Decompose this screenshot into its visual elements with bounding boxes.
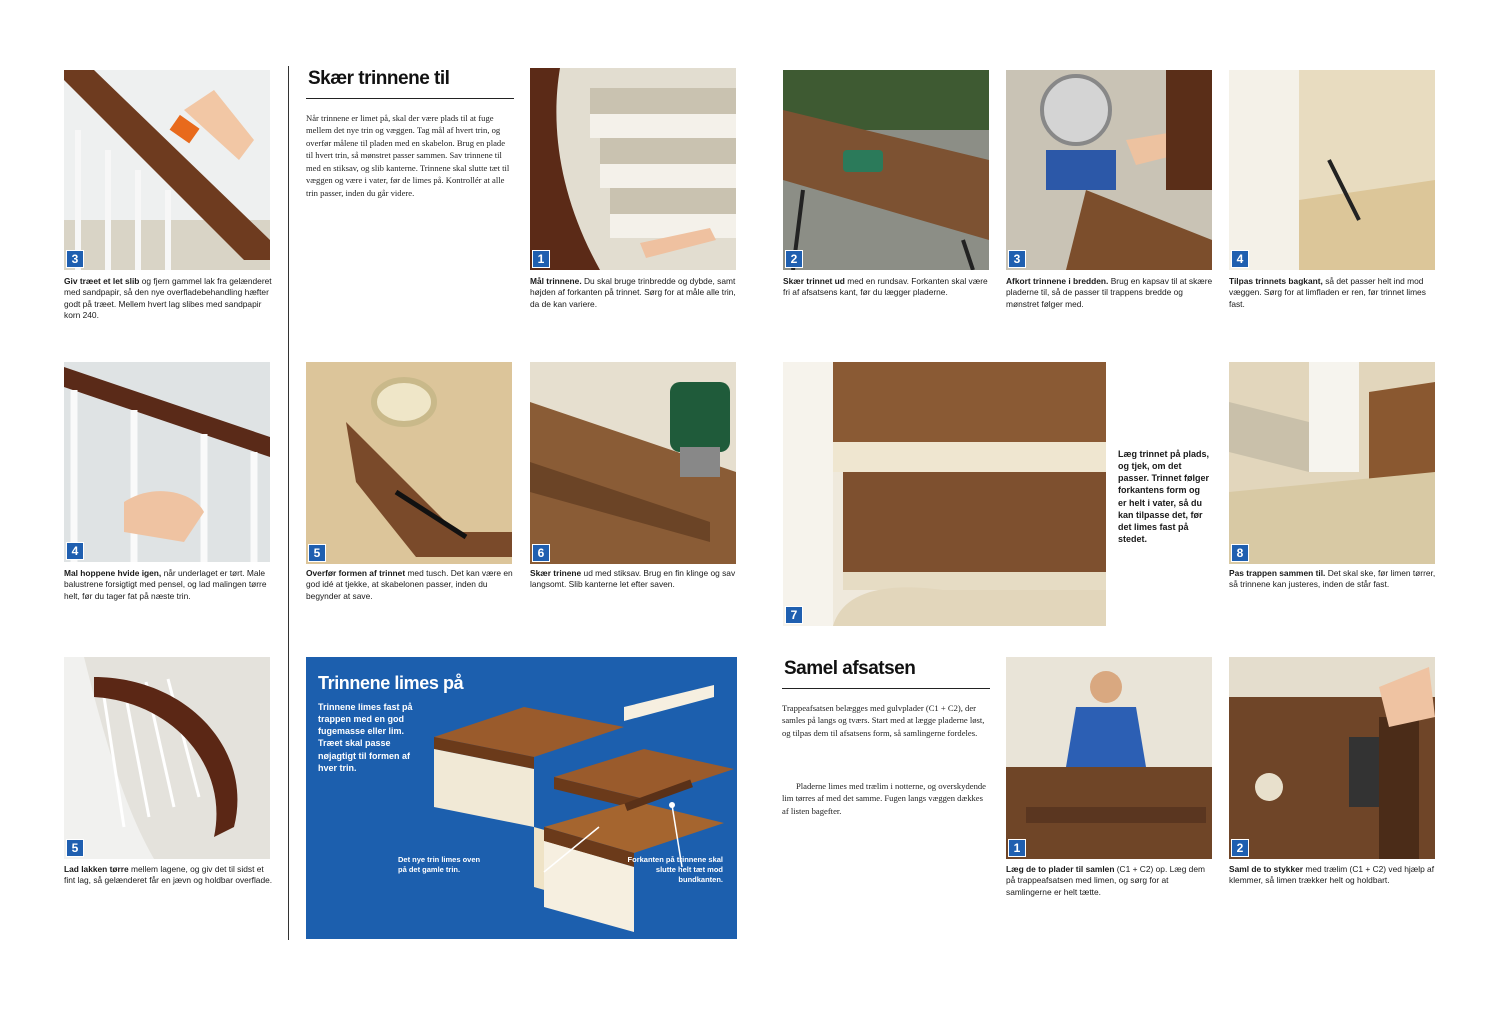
infobox-label-right: Forkanten på trinnene skal slutte helt tæt mod bundkanten. xyxy=(627,855,723,884)
photo-jigsaw-cutting xyxy=(530,362,736,564)
caption-step8: Pas trappen sammen til. Det skal ske, før limen tørrer, så trinnene kan justeres, inden de står fast. xyxy=(1229,568,1436,590)
step-number-badge: 4 xyxy=(1231,250,1249,268)
step-number-badge: 1 xyxy=(1008,839,1026,857)
photo-fitting-stairs xyxy=(1229,362,1435,564)
step-number-badge: 2 xyxy=(785,250,803,268)
step-number-badge: 7 xyxy=(785,606,803,624)
step-number-badge: 8 xyxy=(1231,544,1249,562)
photo-painting-balusters xyxy=(64,362,270,562)
caption-left-1: Giv træet et let slib og fjern gammel lak fra gelænderet med sandpapir, så den nye overfladebehandling hæfter godt på træet. Mellem hvert lag slibes med sandpapir korn 240. xyxy=(64,276,272,321)
photo-clamping-boards xyxy=(1229,657,1435,859)
caption-right-2: Afkort trinnene i bredden. Brug en kapsav til at skære pladerne til, så de passer til trappens bredde og mønstret følger med. xyxy=(1006,276,1213,309)
step-number-badge: 6 xyxy=(532,544,550,562)
step-number-badge: 3 xyxy=(66,250,84,268)
photo-marking-template xyxy=(306,362,512,564)
caption-cut-3: Skær trinene ud med stiksav. Brug en fin klinge og sav langsomt. Slib kanterne let efter saven. xyxy=(530,568,736,590)
caption-left-2: Mal hoppene hvide igen, når underlaget er tørt. Male balustrene forsigtigt med pensel, og lad malingen tørre helt, før du tager fat på næste trin. xyxy=(64,568,267,601)
photo-circular-saw xyxy=(783,70,989,270)
infobox-label-left: Det nye trin limes oven på det gamle trin. xyxy=(398,855,481,874)
column-divider xyxy=(288,66,289,940)
infobox-text: Trinnene limes fast på trappen med en god fugemasse eller lim. Træet skal passe nøjagtigt til formen af hver trin. xyxy=(318,702,413,773)
photo-assembling-landing xyxy=(1006,657,1212,859)
photo-finished-railing xyxy=(64,657,270,859)
step-number-badge: 1 xyxy=(532,250,550,268)
caption-step7: Læg trinnet på plads, og tjek, om det passer. Trinnet følger forkantens form og er helt i vater, så du kan tilpasse det, før det limes fast på stedet. xyxy=(1118,449,1210,544)
photo-sanding-railing xyxy=(64,70,270,270)
caption-cut-1: Mål trinnene. Du skal bruge trinbredde og dybde, samt højden af forkanten på trinnet. Sørg for at måle alle trin, da de kan variere. xyxy=(530,276,736,309)
section-title-landing: Samel afsatsen xyxy=(784,658,916,679)
section-rule xyxy=(782,688,990,689)
photo-step-corner xyxy=(1229,70,1435,270)
step-number-badge: 3 xyxy=(1008,250,1026,268)
section-body-landing-2: Pladerne limes med trælim i notterne, og overskydende lim tørres af med det samme. Fugen langs væggen dækkes af listen bagefter. xyxy=(782,781,986,816)
infobox-title: Trinnene limes på xyxy=(318,673,464,693)
caption-landing-2: Saml de to stykker med trælim (C1 + C2) ved hjælp af klemmer, så limen trækker helt og holdbart. xyxy=(1229,864,1435,886)
photo-miter-saw xyxy=(1006,70,1212,270)
step-number-badge: 2 xyxy=(1231,839,1249,857)
caption-right-1: Skær trinnet ud med en rundsav. Forkanten skal være fri af afsatsens kant, før du lægger pladerne. xyxy=(783,276,988,298)
infobox-glue-steps xyxy=(306,657,737,939)
caption-right-3: Tilpas trinnets bagkant, så det passer helt ind mod væggen. Sørg for at limfladen er ren, før trinnet limes fast. xyxy=(1229,276,1426,309)
section-body-cut: Når trinnene er limet på, skal der være plads til at fuge mellem det nye trin og væggen. Tag mål af hvert trin, og overfør målene til pladen med en skabelon. Brug en plade til hvert trin, så mønstret passer sammen. Sav trinnene til med en stiksav, og slib kanterne. Trinnene skal slutte tæt til væggen og være i vater, før de limes på. Kontrollér at alle trin passer, inden du går videre. xyxy=(306,113,510,198)
stair-illustration xyxy=(424,677,734,937)
section-body-landing: Trappeafsatsen belægges med gulvplader (C1 + C2), der samles på langs og tværs. Start med at lægge pladerne løst, og tilpas dem til afsatsens form, så samlingerne fordeles. xyxy=(782,703,985,738)
section-title-cut: Skær trinnene til xyxy=(308,68,450,89)
step-number-badge: 5 xyxy=(308,544,326,562)
caption-landing-1: Læg de to plader til samlen (C1 + C2) op. Læg dem på trappeafsatsen med limen, og sørg for at samlingerne er helt tætte. xyxy=(1006,864,1205,897)
section-rule xyxy=(306,98,514,99)
photo-finished-steps xyxy=(783,362,1106,626)
caption-cut-2: Overfør formen af trinnet med tusch. Det kan være en god idé at tjekke, at skabelonen passer, inden du begynder at save. xyxy=(306,568,513,601)
photo-measuring-steps xyxy=(530,68,736,270)
step-number-badge: 4 xyxy=(66,542,84,560)
step-number-badge: 5 xyxy=(66,839,84,857)
caption-left-3: Lad lakken tørre mellem lagene, og giv det til sidst et fint lag, så gelænderet får en jævn og holdbar overflade. xyxy=(64,864,273,886)
